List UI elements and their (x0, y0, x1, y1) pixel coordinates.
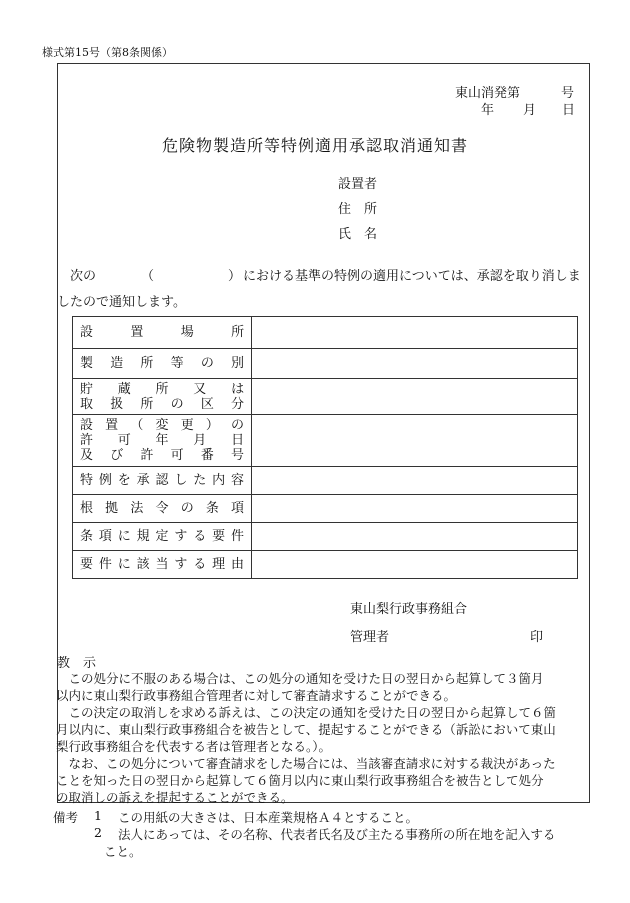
row-label-line: 設 置 場 所 (80, 325, 245, 340)
intro-text-line2: したので通知します。 (57, 295, 186, 310)
row-label (73, 349, 252, 379)
form-number-label: 様式第15号（第8条関係） (42, 46, 173, 59)
remark-number: 2 (94, 825, 102, 840)
instruction-line: 以内に東山梨行政事務組合管理者に対して審査請求することができる。 (56, 688, 457, 703)
doc-number-prefix: 東山消発第 (455, 86, 521, 101)
instruction-line: 梨行政事務組合を代表する者は管理者となる。）。 (56, 739, 332, 754)
row-label (73, 379, 252, 415)
instruction-line: 月以内に、東山梨行政事務組合を被告として、提起することができる（訴訟において東山 (56, 722, 556, 737)
intro-text-main: における基準の特例の適用については、承認を取り消しま (243, 269, 581, 284)
row-label-line: 製 造 所 等 の 別 (80, 356, 245, 371)
date-day: 日 (562, 103, 576, 118)
row-label (73, 495, 252, 523)
remarks-heading: 備考 (53, 810, 79, 825)
intro-paren-open: （ (141, 269, 155, 284)
table-row (73, 495, 578, 523)
issuer-organization: 東山梨行政事務組合 (350, 602, 468, 617)
doc-number-suffix: 号 (561, 86, 575, 101)
installer-label: 設置者 (338, 177, 378, 192)
row-label (73, 467, 252, 495)
date-month: 月 (523, 103, 537, 118)
issuer-manager: 管理者 (350, 630, 390, 645)
row-value (252, 415, 578, 467)
name-label: 氏 名 (338, 227, 378, 242)
row-value (252, 495, 578, 523)
row-value (252, 379, 578, 415)
instruction-line: この処分に不服のある場合は、この処分の通知を受けた日の翌日から起算して３箇月 (56, 671, 544, 686)
row-label-line: 根 拠 法 令 の 条 項 (80, 501, 245, 516)
row-label-line: 条 項 に 規 定 す る 要 件 (80, 529, 245, 544)
table-row (73, 415, 578, 467)
table-row (73, 551, 578, 579)
remark-continuation: こと。 (104, 844, 142, 859)
table-row (73, 379, 578, 415)
table-row (73, 349, 578, 379)
row-label (73, 317, 252, 349)
row-label-line: 貯 蔵 所 又 は (80, 381, 245, 397)
table-row (73, 317, 578, 349)
row-label (73, 523, 252, 551)
instruction-line: なお、この処分について審査請求をした場合には、当該審査請求に対する裁決があった (56, 756, 556, 771)
row-value (252, 523, 578, 551)
remark-text: 法人にあっては、その名称、代表者氏名及び主たる事務所の所在地を記入する (118, 827, 556, 842)
table-row (73, 467, 578, 495)
date-year: 年 (481, 103, 495, 118)
intro-paren-close: ） (228, 269, 242, 284)
row-label (73, 551, 252, 579)
instruction-line: の取消しの訴えを提起することができる。 (56, 790, 294, 805)
address-label: 住 所 (338, 202, 378, 217)
remark-number: 1 (94, 808, 102, 823)
seal-mark: 印 (530, 630, 544, 645)
instruction-line: この決定の取消しを求める訴えは、この決定の通知を受けた日の翌日から起算して６箇 (56, 705, 557, 720)
row-label-line: 許 可 年 月 日 (80, 433, 245, 448)
row-value (252, 349, 578, 379)
row-label-line: 及 び 許 可 番 号 (80, 448, 245, 463)
remark-text: この用紙の大きさは、日本産業規格Ａ４とすること。 (118, 810, 419, 825)
row-label-line: 取 扱 所 の 区 分 (80, 396, 245, 412)
row-value (252, 317, 578, 349)
table-row (73, 523, 578, 551)
document-title: 危険物製造所等特例適用承認取消通知書 (161, 136, 468, 155)
intro-text-lead: 次の (70, 269, 97, 284)
row-value (252, 467, 578, 495)
row-value (252, 551, 578, 579)
row-label-line: 特 例 を 承 認 し た 内 容 (80, 473, 245, 488)
instruction-heading: 教 示 (57, 656, 97, 671)
info-table (72, 316, 578, 579)
row-label (73, 415, 252, 467)
row-label-line: 設 置 （ 変 更 ） の (80, 418, 245, 433)
instruction-line: ことを知った日の翌日から起算して６箇月以内に東山梨行政事務組合を被告として処分 (56, 773, 544, 788)
row-label-line: 要 件 に 該 当 す る 理 由 (80, 557, 245, 572)
